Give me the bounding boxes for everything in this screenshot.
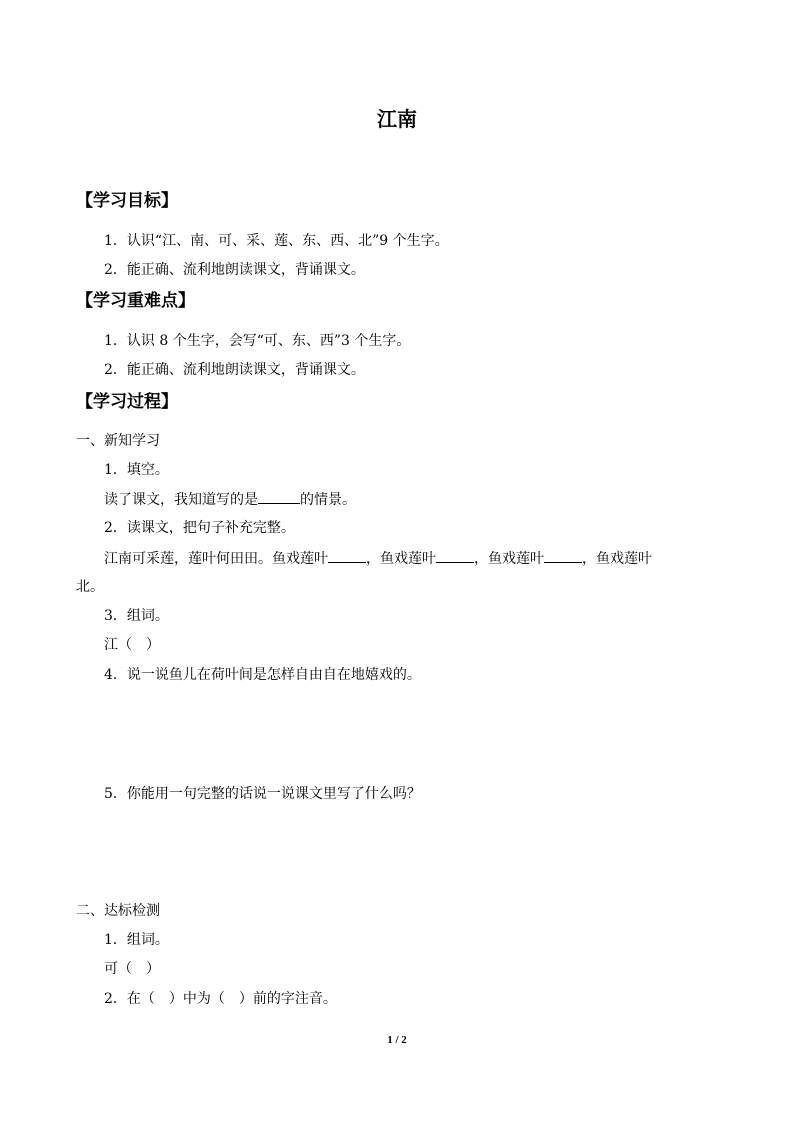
fill-blank[interactable] <box>258 489 300 504</box>
goal-item-1: 1．认识“江、南、可、采、莲、东、西、北”9 个生字。 <box>104 233 449 249</box>
part1-q3-label: 3．组词。 <box>104 608 169 624</box>
part1-q2-sentence <box>104 548 652 569</box>
part2-q1-item: 可（ ） <box>104 961 160 977</box>
part1-q2-continuation: 北。 <box>76 579 104 595</box>
section-heading-goals: 【学习目标】 <box>76 191 178 211</box>
part1-q2-seg1: 江南可采莲，莲叶何田田。鱼戏莲叶 <box>104 551 328 567</box>
goal-item-2: 2．能正确、流利地朗读课文，背诵课文。 <box>104 262 365 278</box>
page-number: 1 / 2 <box>387 1034 407 1046</box>
part1-q1-sentence <box>104 489 356 510</box>
part1-q2-seg3: ，鱼戏莲叶 <box>474 551 544 567</box>
part2-q1-label: 1．组词。 <box>104 932 169 948</box>
part1-q4-label: 4．说一说鱼儿在荷叶间是怎样自由自在地嬉戏的。 <box>104 667 421 683</box>
section-heading-process: 【学习过程】 <box>76 392 178 412</box>
page-title: 江南 <box>377 107 417 131</box>
fill-blank[interactable] <box>328 548 366 563</box>
part1-q1-label: 1．填空。 <box>104 462 169 478</box>
fill-blank[interactable] <box>544 548 582 563</box>
key-point-item-1: 1．认识 8 个生字，会写“可、东、西”3 个生字。 <box>104 333 411 349</box>
part2-q2-label: 2．在（ ）中为（ ）前的字注音。 <box>104 991 337 1007</box>
part1-q2-seg2: ，鱼戏莲叶 <box>366 551 436 567</box>
part1-q1-before: 读了课文，我知道写的是 <box>104 492 258 508</box>
part1-q3-item: 江（ ） <box>104 637 160 653</box>
part1-heading: 一、新知学习 <box>76 433 160 449</box>
part1-q5-label: 5．你能用一句完整的话说一说课文里写了什么吗？ <box>104 786 421 802</box>
fill-blank[interactable] <box>436 548 474 563</box>
section-heading-key-points: 【学习重难点】 <box>76 291 195 311</box>
part1-q1-after: 的情景。 <box>300 492 356 508</box>
part1-q2-seg4: ，鱼戏莲叶 <box>582 551 652 567</box>
part2-heading: 二、达标检测 <box>76 903 160 919</box>
part1-q2-label: 2．读课文，把句子补充完整。 <box>104 520 295 536</box>
key-point-item-2: 2．能正确、流利地朗读课文，背诵课文。 <box>104 362 365 378</box>
